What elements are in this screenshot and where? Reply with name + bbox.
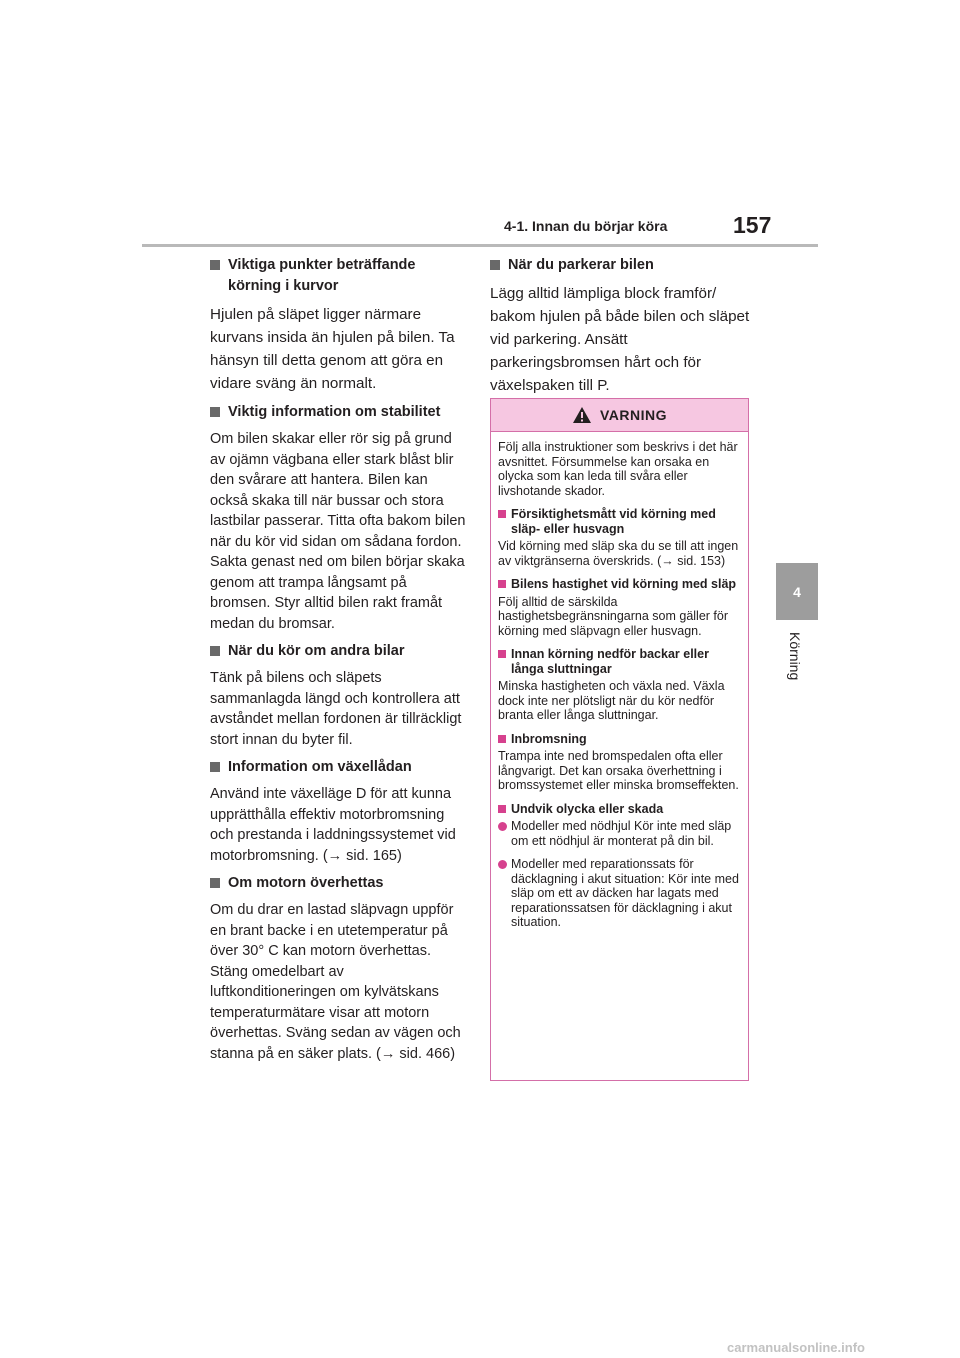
section-overheating (210, 873, 466, 1064)
warning-title: VARNING (599, 407, 668, 423)
warning-box (490, 398, 749, 1081)
square-bullet-icon (498, 510, 506, 518)
square-bullet-icon (210, 260, 220, 270)
warning-item-heading: Bilens hastighet vid körning med släp (498, 577, 740, 592)
section-heading: Information om växellådan (210, 757, 466, 778)
warning-item-heading: Undvik olycka eller skada (498, 802, 740, 817)
section-heading: Viktig information om stabilitet (210, 402, 466, 423)
warning-item-text: Vid körning med släp ska du se till att ingen av viktgränserna överskrids. (→ sid. 153) (498, 539, 739, 568)
section-text: Tänk på bilens och släpets sammanlagda längd och kontrollera att avståndet mellan fordonen är tillräckligt stort innan du byter fil. (210, 670, 462, 748)
section-heading: När du parkerar bilen (490, 255, 752, 276)
section-heading: Viktiga punkter beträffande körning i kurvor (210, 255, 466, 297)
section-stability (210, 402, 466, 634)
watermark: carmanualsonline.info (727, 1340, 865, 1355)
warning-item-text: Trampa inte ned bromspedalen ofta eller långvarigt. Det kan orsaka överhettning i bromssystemet eller minska bromseffekten. (498, 749, 739, 792)
section-text: Använd inte växelläge D för att kunna upprätthålla effektiv motorbromsning och prestanda i laddningssystemet vid motorbromsning. (→ sid. 165) (210, 786, 456, 864)
section-text: Hjulen på släpet ligger närmare kurvans insida än hjulen på bilen. Ta hänsyn till detta genom att göra en vidare sväng än normalt. (210, 306, 455, 392)
square-bullet-icon (210, 762, 220, 772)
section-heading: Om motorn överhettas (210, 873, 466, 894)
warning-content (491, 432, 748, 930)
left-column (210, 255, 466, 1071)
section-overtaking (210, 641, 466, 750)
circle-bullet-icon (498, 822, 507, 831)
square-bullet-icon (498, 735, 506, 743)
warning-bullet: Modeller med reparationssats för däcklagning i akut situation: Kör inte med släp om ett av däcken har lagats med reparationssatsen för däcklagning i akut situation. (498, 857, 740, 930)
square-bullet-icon (210, 878, 220, 888)
warning-item-heading: Försiktighetsmått vid körning med släp- eller husvagn (498, 507, 740, 536)
section-parking (490, 255, 752, 397)
section-transmission (210, 757, 466, 866)
section-text: Lägg alltid lämpliga block framför/ bakom hjulen på både bilen och släpet vid parkering. Ansätt parkeringsbromsen hårt och för växelspaken till P. (490, 285, 750, 394)
warning-bullet: Modeller med nödhjul Kör inte med släp om ett nödhjul är monterat på din bil. (498, 819, 740, 848)
section-text: Om du drar en lastad släpvagn uppför en brant backe i en utetemperatur på över 30° C kan motorn överhettas. Stäng omedelbart av luftkonditioneringen om kylvätskans temperaturmätare visar att motorn överhettas. Sväng sedan av vägen och stanna på en säker plats. (→ sid. 466) (210, 902, 461, 1062)
square-bullet-icon (210, 407, 220, 417)
header-divider (142, 244, 818, 247)
warning-item-heading: Innan körning nedför backar eller långa sluttningar (498, 647, 740, 676)
square-bullet-icon (210, 646, 220, 656)
page-number: 157 (733, 212, 772, 238)
chapter-tab[interactable] (776, 563, 818, 620)
circle-bullet-icon (498, 860, 507, 869)
section-text: Om bilen skakar eller rör sig på grund av ojämn vägbana eller stark blåst blir den svårare att hantera. Bilen kan också skaka till när bussar och stora lastbilar passerar. Titta ofta bakom bilen när du kör vid sidan om sådana fordon. Sakta genast ned om bilen börjar skaka genom att trampa långsamt på bromsen. Styr alltid bilen rakt framåt medan du bromsar. (210, 431, 466, 632)
warning-item-text: Följ alltid de särskilda hastighetsbegränsningarna som gäller för körning med släpvagn eller husvagn. (498, 594, 728, 638)
section-heading: När du kör om andra bilar (210, 641, 466, 662)
warning-triangle-icon (572, 406, 592, 424)
warning-intro: Följ alla instruktioner som beskrivs i det här avsnittet. Försummelse kan orsaka en olycka som kan leda till svåra eller livshotande skador. (498, 440, 738, 498)
section-title: 4-1. Innan du börjar köra (504, 218, 668, 234)
square-bullet-icon (498, 580, 506, 588)
warning-header (491, 399, 748, 432)
square-bullet-icon (498, 805, 506, 813)
right-column (490, 255, 752, 404)
section-curves (210, 255, 466, 395)
chapter-number: 4 (793, 583, 801, 600)
square-bullet-icon (498, 650, 506, 658)
warning-item-text: Minska hastigheten och växla ned. Växla dock inte ner plötsligt när du kör nedför branta eller långa sluttningar. (498, 679, 725, 722)
warning-item-heading: Inbromsning (498, 732, 740, 747)
square-bullet-icon (490, 260, 500, 270)
chapter-label: Körning (787, 632, 803, 681)
